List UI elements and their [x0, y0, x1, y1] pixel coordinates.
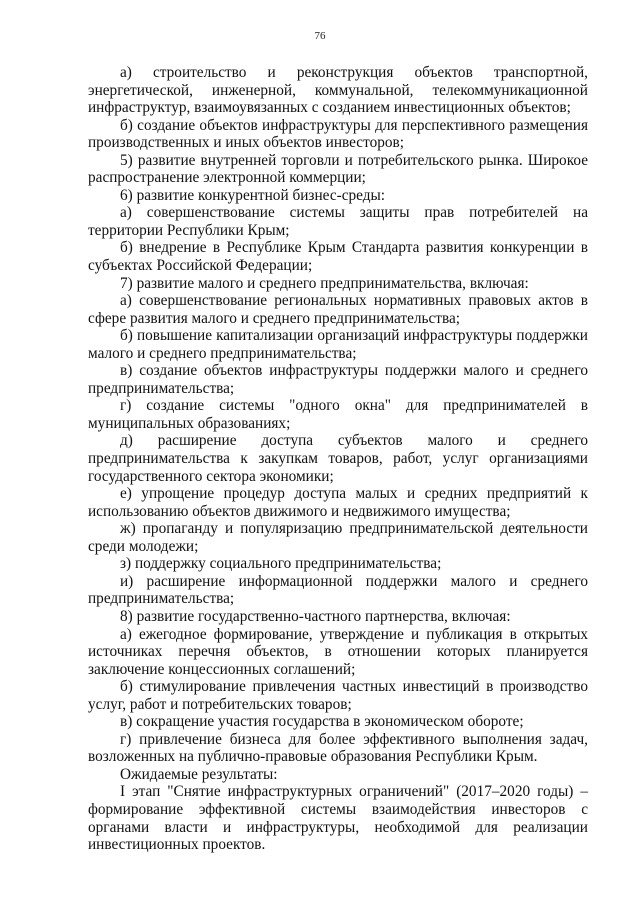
- paragraph-property-access: е) упрощение процедур доступа малых и средних предприятий к использованию объектов движимого и недвижимого имущества;: [88, 485, 588, 520]
- paragraph-information-support: и) расширение информационной поддержки малого и среднего предпринимательства;: [88, 572, 588, 608]
- document-body: [88, 64, 588, 854]
- paragraph-expected-results: Ожидаемые результаты:: [120, 765, 278, 783]
- paragraph-trade-development: 5) развитие внутренней торговли и потребительского рынка. Широкое распространение электронной коммерции;: [88, 151, 588, 187]
- paragraph-regulatory-acts: а) совершенствование региональных нормативных правовых актов в сфере развития малого и среднего предпринимательства;: [88, 292, 588, 327]
- paragraph-social-entrepreneurship: з) поддержку социального предпринимательства;: [120, 555, 442, 573]
- paragraph-construction-infrastructure: а) строительство и реконструкция объектов транспортной, энергетической, инженерной, коммунальной, телекоммуникационной инфраструктур, взаимоувязанных с созданием инвестиционных объектов;: [88, 64, 588, 117]
- paragraph-stage-one: I этап "Снятие инфраструктурных ограничений" (2017–2020 годы) – формирование эффективной системы взаимодействия инвесторов с органами власти и инфраструктуры, необходимой для реализации инвестиционных проектов.: [88, 783, 588, 854]
- paragraph-one-window: г) создание системы "одного окна" для предпринимателей в муниципальных образованиях;: [88, 397, 588, 432]
- page-number: 76: [314, 30, 326, 42]
- paragraph-procurement-access: д) расширение доступа субъектов малого и среднего предпринимательства к закупкам товаров, работ, услуг организациями государственного сектора экономики;: [88, 432, 588, 485]
- paragraph-business-involvement: г) привлечение бизнеса для более эффективного выполнения задач, возложенных на публично-правовые образования Республики Крым.: [88, 730, 588, 766]
- paragraph-competition-standard: б) внедрение в Республике Крым Стандарта развития конкуренции в субъектах Российской Федерации;: [88, 239, 588, 275]
- paragraph-ppp-development: 8) развитие государственно-частного партнерства, включая:: [120, 607, 511, 625]
- paragraph-sme-development: 7) развитие малого и среднего предпринимательства, включая:: [120, 274, 529, 292]
- paragraph-infrastructure-investors: б) создание объектов инфраструктуры для перспективного размещения производственных и иных объектов инвесторов;: [88, 116, 588, 152]
- paragraph-competitive-environment: 6) развитие конкурентной бизнес-среды:: [120, 186, 386, 204]
- paragraph-private-investment: б) стимулирование привлечения частных инвестиций в производство услуг, работ и потребительских товаров;: [88, 678, 588, 713]
- paragraph-youth-entrepreneurship: ж) пропаганду и популяризацию предпринимательской деятельности среди молодежи;: [88, 520, 588, 555]
- paragraph-state-participation: в) сокращение участия государства в экономическом обороте;: [120, 713, 524, 731]
- paragraph-consumer-protection: а) совершенствование системы защиты прав потребителей на территории Республики Крым;: [88, 204, 588, 239]
- paragraph-support-infrastructure: в) создание объектов инфраструктуры поддержки малого и среднего предпринимательства;: [88, 362, 588, 397]
- paragraph-concession-list: а) ежегодное формирование, утверждение и публикация в открытых источниках перечня объектов, в отношении которых планируется заключение концессионных соглашений;: [88, 625, 588, 678]
- paragraph-capitalization: б) повышение капитализации организаций инфраструктуры поддержки малого и среднего предпринимательства;: [88, 327, 588, 362]
